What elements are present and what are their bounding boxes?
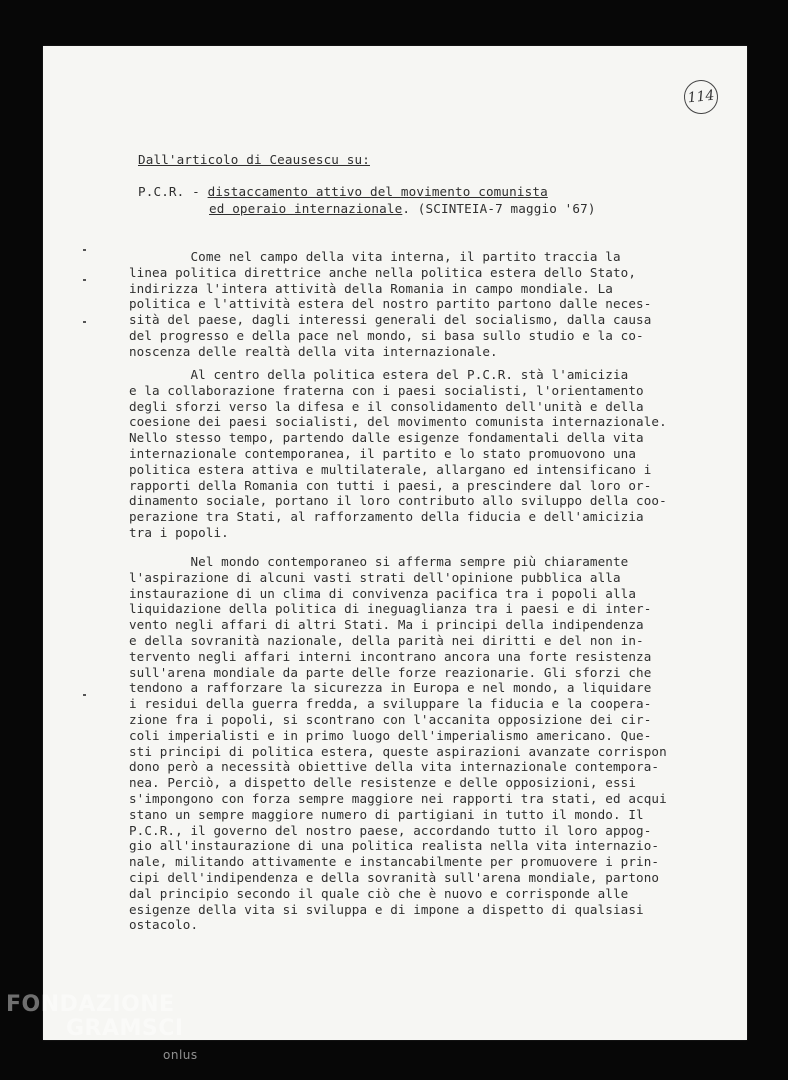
text-line: tendono a rafforzare la sicurezza in Europa e nel mondo, a liquidare — [129, 680, 652, 696]
text-line: sull'arena mondiale da parte delle forze reazionarie. Gli sforzi che — [129, 664, 652, 680]
text-line: liquidazione della politica di ineguaglianza tra i paesi e di inter- — [129, 601, 652, 617]
text-line: i residui della guerra fredda, a sviluppare la fiducia e la coopera- — [129, 696, 652, 712]
text-line: perazione tra Stati, al rafforzamento della fiducia e dell'amicizia — [129, 509, 644, 525]
text-line: nea. Perciò, a dispetto delle resistenze e delle opposizioni, essi — [129, 775, 637, 791]
heading-prefix: P.C.R. - — [138, 184, 208, 199]
paragraph-3 — [129, 554, 759, 933]
heading-title-line1: distaccamento attivo del movimento comunista — [207, 184, 548, 199]
text-line: Nel mondo contemporaneo si afferma sempre più chiaramente — [129, 554, 629, 569]
text-line: esigenze della vita si sviluppa e di impone a dispetto di qualsiasi — [129, 901, 644, 917]
text-line: vento negli affari di altri Stati. Ma i principi della indipendenza — [129, 617, 644, 633]
text-line: linea politica direttrice anche nella politica estera dello Stato, — [129, 264, 637, 280]
text-line: e della sovranità nazionale, della parità nei diritti e del non in- — [129, 632, 644, 648]
text-line: s'impongono con forza sempre maggiore nei rapporti tra stati, ed acqui — [129, 790, 667, 806]
text-line: Nello stesso tempo, partendo dalle esigenze fondamentali della vita — [129, 430, 644, 446]
text-line: Al centro della politica estera del P.C.R. stà l'amicizia — [129, 367, 629, 382]
text-line: coli imperialisti e in primo luogo dell'imperialismo americano. Que- — [129, 727, 652, 743]
heading-intro: Dall'articolo di Ceausescu su: — [138, 152, 370, 167]
paragraph-2 — [129, 367, 759, 541]
text-line: indirizza l'intera attività della Romania in campo mondiale. La — [129, 280, 613, 296]
text-line: coesione dei paesi socialisti, del movimento comunista internazionale. — [129, 414, 667, 430]
text-line: P.C.R., il governo del nostro paese, accordando tutto il loro appog- — [129, 822, 652, 838]
heading-title — [138, 184, 548, 199]
margin-mark — [83, 279, 86, 281]
text-line: stano un sempre maggiore numero di partigiani in tutto il mondo. Il — [129, 806, 644, 822]
text-line: internazionale contemporanea, il partito e lo stato promuovono una — [129, 445, 637, 461]
text-line: rapporti della Romania con tutti i paesi, a prescindere dal loro or- — [129, 477, 652, 493]
text-line: sti principi di politica estera, queste aspirazioni avanzate corrispon — [129, 743, 667, 759]
text-line: e la collaborazione fraterna con i paesi socialisti, l'orientamento — [129, 382, 644, 398]
text-line: instaurazione di un clima di convivenza pacifica tra i popoli alla — [129, 585, 637, 601]
heading-title-cont — [209, 201, 596, 216]
text-line: politica e l'attività estera del nostro partito partono dalle neces- — [129, 296, 652, 312]
text-line: gio all'instaurazione di una politica realista nella vita internazio- — [129, 838, 660, 854]
text-line: tervento negli affari interni incontrano ancora una forte resistenza — [129, 648, 652, 664]
margin-mark — [83, 321, 86, 323]
heading-source: . (SCINTEIA-7 maggio '67) — [402, 201, 596, 216]
text-line: dono però a necessità obiettive della vita internazionale contempora- — [129, 759, 660, 775]
document-page — [43, 46, 747, 1040]
watermark-line2: GRAMSCI — [66, 1016, 184, 1041]
text-line: ostacolo. — [129, 917, 199, 933]
text-line: zione fra i popoli, si scontrano con l'accanita opposizione dei cir- — [129, 711, 652, 727]
text-line: l'aspirazione di alcuni vasti strati dell'opinione pubblica alla — [129, 569, 621, 585]
heading-title-line2: ed operaio internazionale — [209, 201, 403, 216]
text-line: degli sforzi verso la difesa e il consolidamento dell'unità e della — [129, 398, 644, 414]
text-line: del progresso e della pace nel mondo, si basa sullo studio e la co- — [129, 327, 644, 343]
text-line: politica estera attiva e multilaterale, allargano ed intensificano i — [129, 461, 652, 477]
text-line: cipi dell'indipendenza e della sovranità sull'arena mondiale, partono — [129, 869, 660, 885]
fondazione-gramsci-watermark — [6, 992, 196, 1076]
margin-mark — [83, 694, 86, 696]
page-number: 114 — [686, 87, 716, 107]
text-line: Come nel campo della vita interna, il partito traccia la — [129, 249, 621, 264]
text-line: dal principio secondo il quale ciò che è nuovo e corrisponde alle — [129, 885, 629, 901]
text-line: noscenza delle realtà della vita internazionale. — [129, 343, 498, 359]
paragraph-1 — [129, 249, 759, 360]
text-line: dinamento sociale, portano il loro contributo allo sviluppo della coo- — [129, 493, 667, 509]
watermark-line3: onlus — [163, 1048, 198, 1062]
text-line: sità del paese, dagli interessi generali del socialismo, dalla causa — [129, 312, 652, 328]
text-line: nale, militando attivamente e instancabilmente per promuovere i prin- — [129, 854, 660, 870]
watermark-line1: FONDAZIONE — [6, 992, 175, 1017]
margin-mark — [83, 249, 86, 251]
text-line: tra i popoli. — [129, 524, 229, 540]
page-number-stamp — [682, 78, 719, 115]
